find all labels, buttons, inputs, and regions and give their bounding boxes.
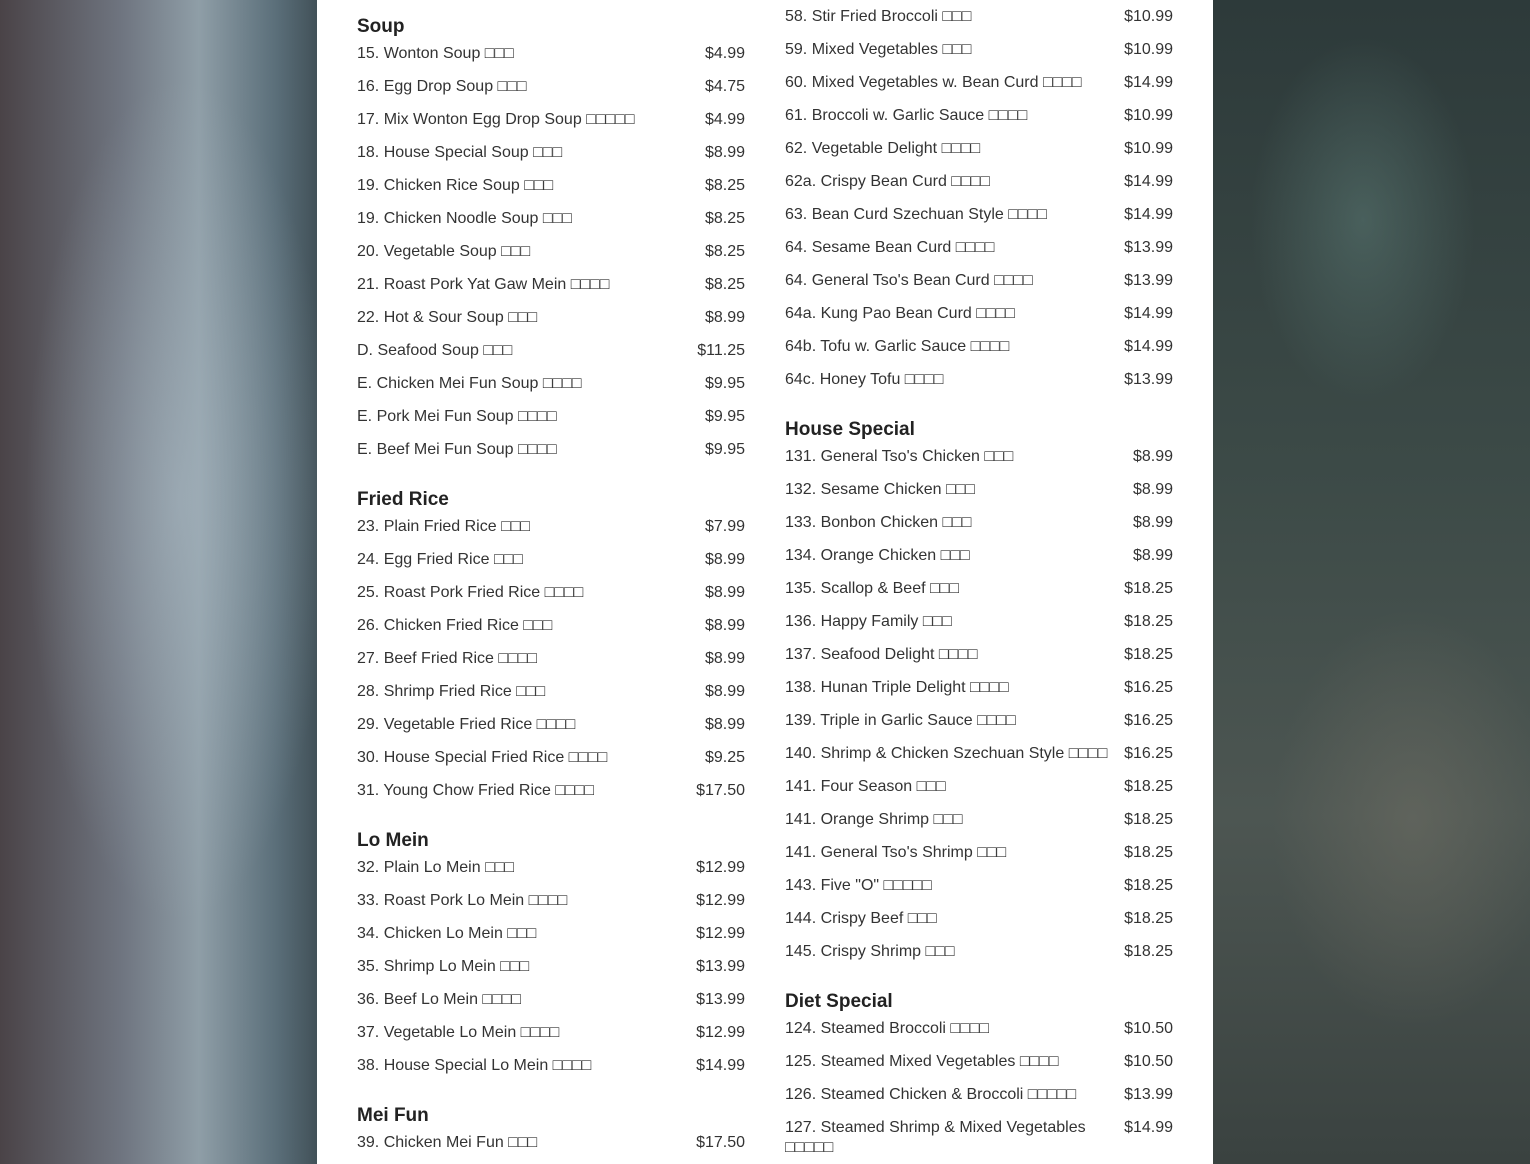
menu-item-price: $14.99 [696,1057,745,1074]
menu-item [357,308,745,341]
menu-item-price: $8.99 [704,683,745,700]
menu-item-price: $10.99 [1124,41,1173,58]
menu-item [785,612,1173,645]
menu-item-price: $8.99 [704,617,745,634]
menu-item-name: 35. Shrimp Lo Mein □□□ [357,958,530,975]
menu-item-name: 27. Beef Fried Rice □□□□ [357,650,538,667]
menu-item [785,513,1173,546]
menu-item [357,440,745,473]
menu-item-price: $13.99 [1124,272,1173,289]
menu-item [785,7,1173,40]
section-title: Fried Rice [357,489,449,510]
menu-item-price: $14.99 [1124,305,1173,322]
menu-item-price: $18.25 [1124,943,1173,960]
menu-item-name: 62. Vegetable Delight □□□□ [785,140,981,157]
menu-item-name: 127. Steamed Shrimp & Mixed Vegetables □□□□□ [785,1119,1086,1156]
menu-item-price: $16.25 [1124,679,1173,696]
menu-item-name: E. Pork Mei Fun Soup □□□□ [357,408,557,425]
menu-item-name: 31. Young Chow Fried Rice □□□□ [357,782,594,799]
menu-item [785,1019,1173,1052]
menu-item-price: $4.99 [704,111,745,128]
menu-item-price: $8.25 [704,276,745,293]
menu-item-price: $8.99 [1132,448,1173,465]
menu-item-price: $13.99 [1124,239,1173,256]
menu-item-price: $7.99 [704,518,745,535]
menu-item [357,891,745,924]
menu-item [357,275,745,308]
menu-item-price: $11.25 [697,342,745,359]
menu-item [357,616,745,649]
menu-item-price: $8.99 [1132,514,1173,531]
menu-item [357,1023,745,1056]
menu-item-price: $14.99 [1124,173,1173,190]
menu-item-price: $14.99 [1124,206,1173,223]
menu-item-name: 126. Steamed Chicken & Broccoli □□□□□ [785,1086,1077,1103]
menu-item-price: $8.25 [704,243,745,260]
menu-item-price: $8.25 [704,177,745,194]
menu-item [785,579,1173,612]
menu-item [785,1052,1173,1085]
menu-item [357,77,745,110]
menu-item [357,715,745,748]
menu-item [785,711,1173,744]
menu-item-name: 136. Happy Family □□□ [785,613,952,630]
menu-item-price: $18.25 [1124,877,1173,894]
menu-item [785,40,1173,73]
menu-item [785,744,1173,777]
menu-item-name: 28. Shrimp Fried Rice □□□ [357,683,546,700]
menu-item-price: $18.25 [1124,646,1173,663]
menu-item-price: $4.99 [704,45,745,62]
menu-item-price: $18.25 [1124,910,1173,927]
menu-item-price: $8.99 [1132,547,1173,564]
menu-item-name: 61. Broccoli w. Garlic Sauce □□□□ [785,107,1028,124]
menu-section-soup [357,14,745,473]
section-title: House Special [785,419,915,440]
menu-item-name: E. Chicken Mei Fun Soup □□□□ [357,375,582,392]
menu-item-price: $8.99 [704,144,745,161]
menu-item-price: $18.25 [1124,844,1173,861]
menu-item-name: 134. Orange Chicken □□□ [785,547,970,564]
menu-item [785,876,1173,909]
menu-item-price: $18.25 [1124,811,1173,828]
menu-item [785,546,1173,579]
menu-item-name: 125. Steamed Mixed Vegetables □□□□ [785,1053,1059,1070]
menu-item-name: 141. General Tso's Shrimp □□□ [785,844,1007,861]
menu-item-price: $9.95 [704,441,745,458]
menu-item-name: E. Beef Mei Fun Soup □□□□ [357,441,557,458]
menu-panel [317,0,1213,1164]
menu-item-price: $13.99 [696,958,745,975]
menu-item-price: $18.25 [1124,778,1173,795]
menu-item-price: $10.99 [1124,107,1173,124]
menu-item-name: 19. Chicken Rice Soup □□□ [357,177,554,194]
menu-item-name: 145. Crispy Shrimp □□□ [785,943,955,960]
menu-item-name: 64. Sesame Bean Curd □□□□ [785,239,995,256]
menu-item-price: $17.50 [696,782,745,799]
menu-item [357,517,745,550]
menu-item-name: 29. Vegetable Fried Rice □□□□ [357,716,576,733]
menu-item-price: $8.99 [704,584,745,601]
menu-section-mei-fun [357,1103,745,1164]
menu-item-name: 132. Sesame Chicken □□□ [785,481,975,498]
menu-item [785,1118,1173,1156]
menu-item-price: $14.99 [1124,1119,1173,1136]
menu-item [785,172,1173,205]
section-title: Mei Fun [357,1105,429,1126]
menu-item-name: 124. Steamed Broccoli □□□□ [785,1020,990,1037]
menu-item [785,678,1173,711]
menu-item-name: 26. Chicken Fried Rice □□□ [357,617,553,634]
menu-section-fried-rice [357,487,745,814]
menu-item [357,990,745,1023]
menu-item [357,110,745,143]
menu-item-price: $14.99 [1124,74,1173,91]
menu-item [357,781,745,814]
menu-item-name: 18. House Special Soup □□□ [357,144,563,161]
menu-item-name: 30. House Special Fried Rice □□□□ [357,749,608,766]
menu-item [357,682,745,715]
menu-item [357,242,745,275]
menu-item-name: 141. Four Season □□□ [785,778,946,795]
menu-item-name: 135. Scallop & Beef □□□ [785,580,959,597]
menu-column-left [357,14,745,1164]
menu-item-name: 64a. Kung Pao Bean Curd □□□□ [785,305,1015,322]
menu-item-name: 38. House Special Lo Mein □□□□ [357,1057,592,1074]
menu-item-price: $9.25 [704,749,745,766]
menu-item [357,44,745,77]
menu-item-name: 64. General Tso's Bean Curd □□□□ [785,272,1033,289]
menu-item-price: $10.50 [1124,1053,1173,1070]
menu-item-price: $18.25 [1124,580,1173,597]
menu-item-price: $8.25 [704,210,745,227]
menu-item-name: 34. Chicken Lo Mein □□□ [357,925,537,942]
menu-item [357,341,745,374]
menu-item-price: $13.99 [696,991,745,1008]
menu-item-price: $13.99 [1124,371,1173,388]
menu-item [357,209,745,242]
menu-item [357,1056,745,1089]
menu-item [785,238,1173,271]
menu-item-name: 58. Stir Fried Broccoli □□□ [785,8,972,25]
menu-section-house-special [785,417,1173,975]
menu-item-name: 60. Mixed Vegetables w. Bean Curd □□□□ [785,74,1082,91]
menu-item-name: 15. Wonton Soup □□□ [357,45,514,62]
menu-section-diet-special [785,989,1173,1156]
menu-item [357,748,745,781]
menu-item-price: $13.99 [1124,1086,1173,1103]
menu-item-name: 22. Hot & Sour Soup □□□ [357,309,538,326]
menu-item-name: 17. Mix Wonton Egg Drop Soup □□□□□ [357,111,635,128]
menu-item-name: 63. Bean Curd Szechuan Style □□□□ [785,206,1047,223]
menu-section-lo-mein [357,828,745,1089]
menu-item-price: $8.99 [704,650,745,667]
menu-item [785,337,1173,370]
menu-item-name: D. Seafood Soup □□□ [357,342,513,359]
menu-item [785,777,1173,810]
menu-item [785,645,1173,678]
section-title: Lo Mein [357,830,429,851]
menu-item-price: $18.25 [1124,613,1173,630]
menu-item-price: $10.99 [1124,8,1173,25]
menu-item-name: 137. Seafood Delight □□□□ [785,646,978,663]
menu-section-untitled [785,7,1173,403]
menu-item [785,106,1173,139]
menu-item [357,583,745,616]
menu-item [357,550,745,583]
menu-item-price: $10.99 [1124,140,1173,157]
menu-item [785,810,1173,843]
menu-item [357,143,745,176]
menu-item [785,480,1173,513]
menu-item [357,649,745,682]
menu-item-price: $9.95 [704,408,745,425]
menu-item-price: $8.99 [704,309,745,326]
menu-item-price: $12.99 [696,859,745,876]
menu-item-price: $10.50 [1124,1020,1173,1037]
menu-item-name: 59. Mixed Vegetables □□□ [785,41,972,58]
menu-item-price: $9.95 [704,375,745,392]
menu-item [357,924,745,957]
menu-column-right [785,7,1173,1164]
menu-item-name: 16. Egg Drop Soup □□□ [357,78,527,95]
background-photo-right [1213,0,1530,1164]
menu-item [785,304,1173,337]
menu-item [357,957,745,990]
menu-item-name: 21. Roast Pork Yat Gaw Mein □□□□ [357,276,610,293]
menu-item-name: 39. Chicken Mei Fun □□□ [357,1134,538,1151]
menu-item [785,370,1173,403]
menu-item [785,139,1173,172]
menu-item-price: $4.75 [704,78,745,95]
menu-item-name: 139. Triple in Garlic Sauce □□□□ [785,712,1016,729]
menu-item-name: 32. Plain Lo Mein □□□ [357,859,515,876]
menu-item-name: 140. Shrimp & Chicken Szechuan Style □□□□ [785,745,1108,762]
menu-item [785,1085,1173,1118]
menu-item-name: 64b. Tofu w. Garlic Sauce □□□□ [785,338,1010,355]
menu-item-name: 33. Roast Pork Lo Mein □□□□ [357,892,568,909]
menu-item-price: $8.99 [1132,481,1173,498]
menu-item-name: 144. Crispy Beef □□□ [785,910,937,927]
menu-item-price: $8.99 [704,716,745,733]
menu-item-price: $14.99 [1124,338,1173,355]
menu-item-name: 143. Five "O" □□□□□ [785,877,932,894]
menu-item-price: $8.99 [704,551,745,568]
menu-item [357,858,745,891]
menu-item-name: 62a. Crispy Bean Curd □□□□ [785,173,990,190]
menu-item [785,271,1173,304]
menu-item-name: 131. General Tso's Chicken □□□ [785,448,1014,465]
menu-item [357,374,745,407]
menu-item-price: $16.25 [1124,712,1173,729]
section-title: Soup [357,16,405,37]
menu-item [357,407,745,440]
menu-item-name: 133. Bonbon Chicken □□□ [785,514,972,531]
menu-item-name: 24. Egg Fried Rice □□□ [357,551,523,568]
menu-item-name: 20. Vegetable Soup □□□ [357,243,531,260]
menu-item-name: 37. Vegetable Lo Mein □□□□ [357,1024,560,1041]
menu-item [785,909,1173,942]
menu-item-name: 141. Orange Shrimp □□□ [785,811,963,828]
menu-item-name: 23. Plain Fried Rice □□□ [357,518,531,535]
menu-item-price: $12.99 [696,1024,745,1041]
menu-item-price: $16.25 [1124,745,1173,762]
menu-item-name: 64c. Honey Tofu □□□□ [785,371,944,388]
menu-item [357,1133,745,1164]
menu-item-name: 25. Roast Pork Fried Rice □□□□ [357,584,584,601]
menu-item [357,176,745,209]
menu-item-name: 19. Chicken Noodle Soup □□□ [357,210,572,227]
menu-item-price: $12.99 [696,925,745,942]
menu-item-price: $17.50 [696,1134,745,1151]
menu-item [785,205,1173,238]
menu-item-name: 36. Beef Lo Mein □□□□ [357,991,522,1008]
menu-item-price: $12.99 [696,892,745,909]
menu-item [785,73,1173,106]
menu-item [785,942,1173,975]
section-title: Diet Special [785,991,893,1012]
menu-item [785,447,1173,480]
menu-item-name: 138. Hunan Triple Delight □□□□ [785,679,1009,696]
menu-item [785,843,1173,876]
